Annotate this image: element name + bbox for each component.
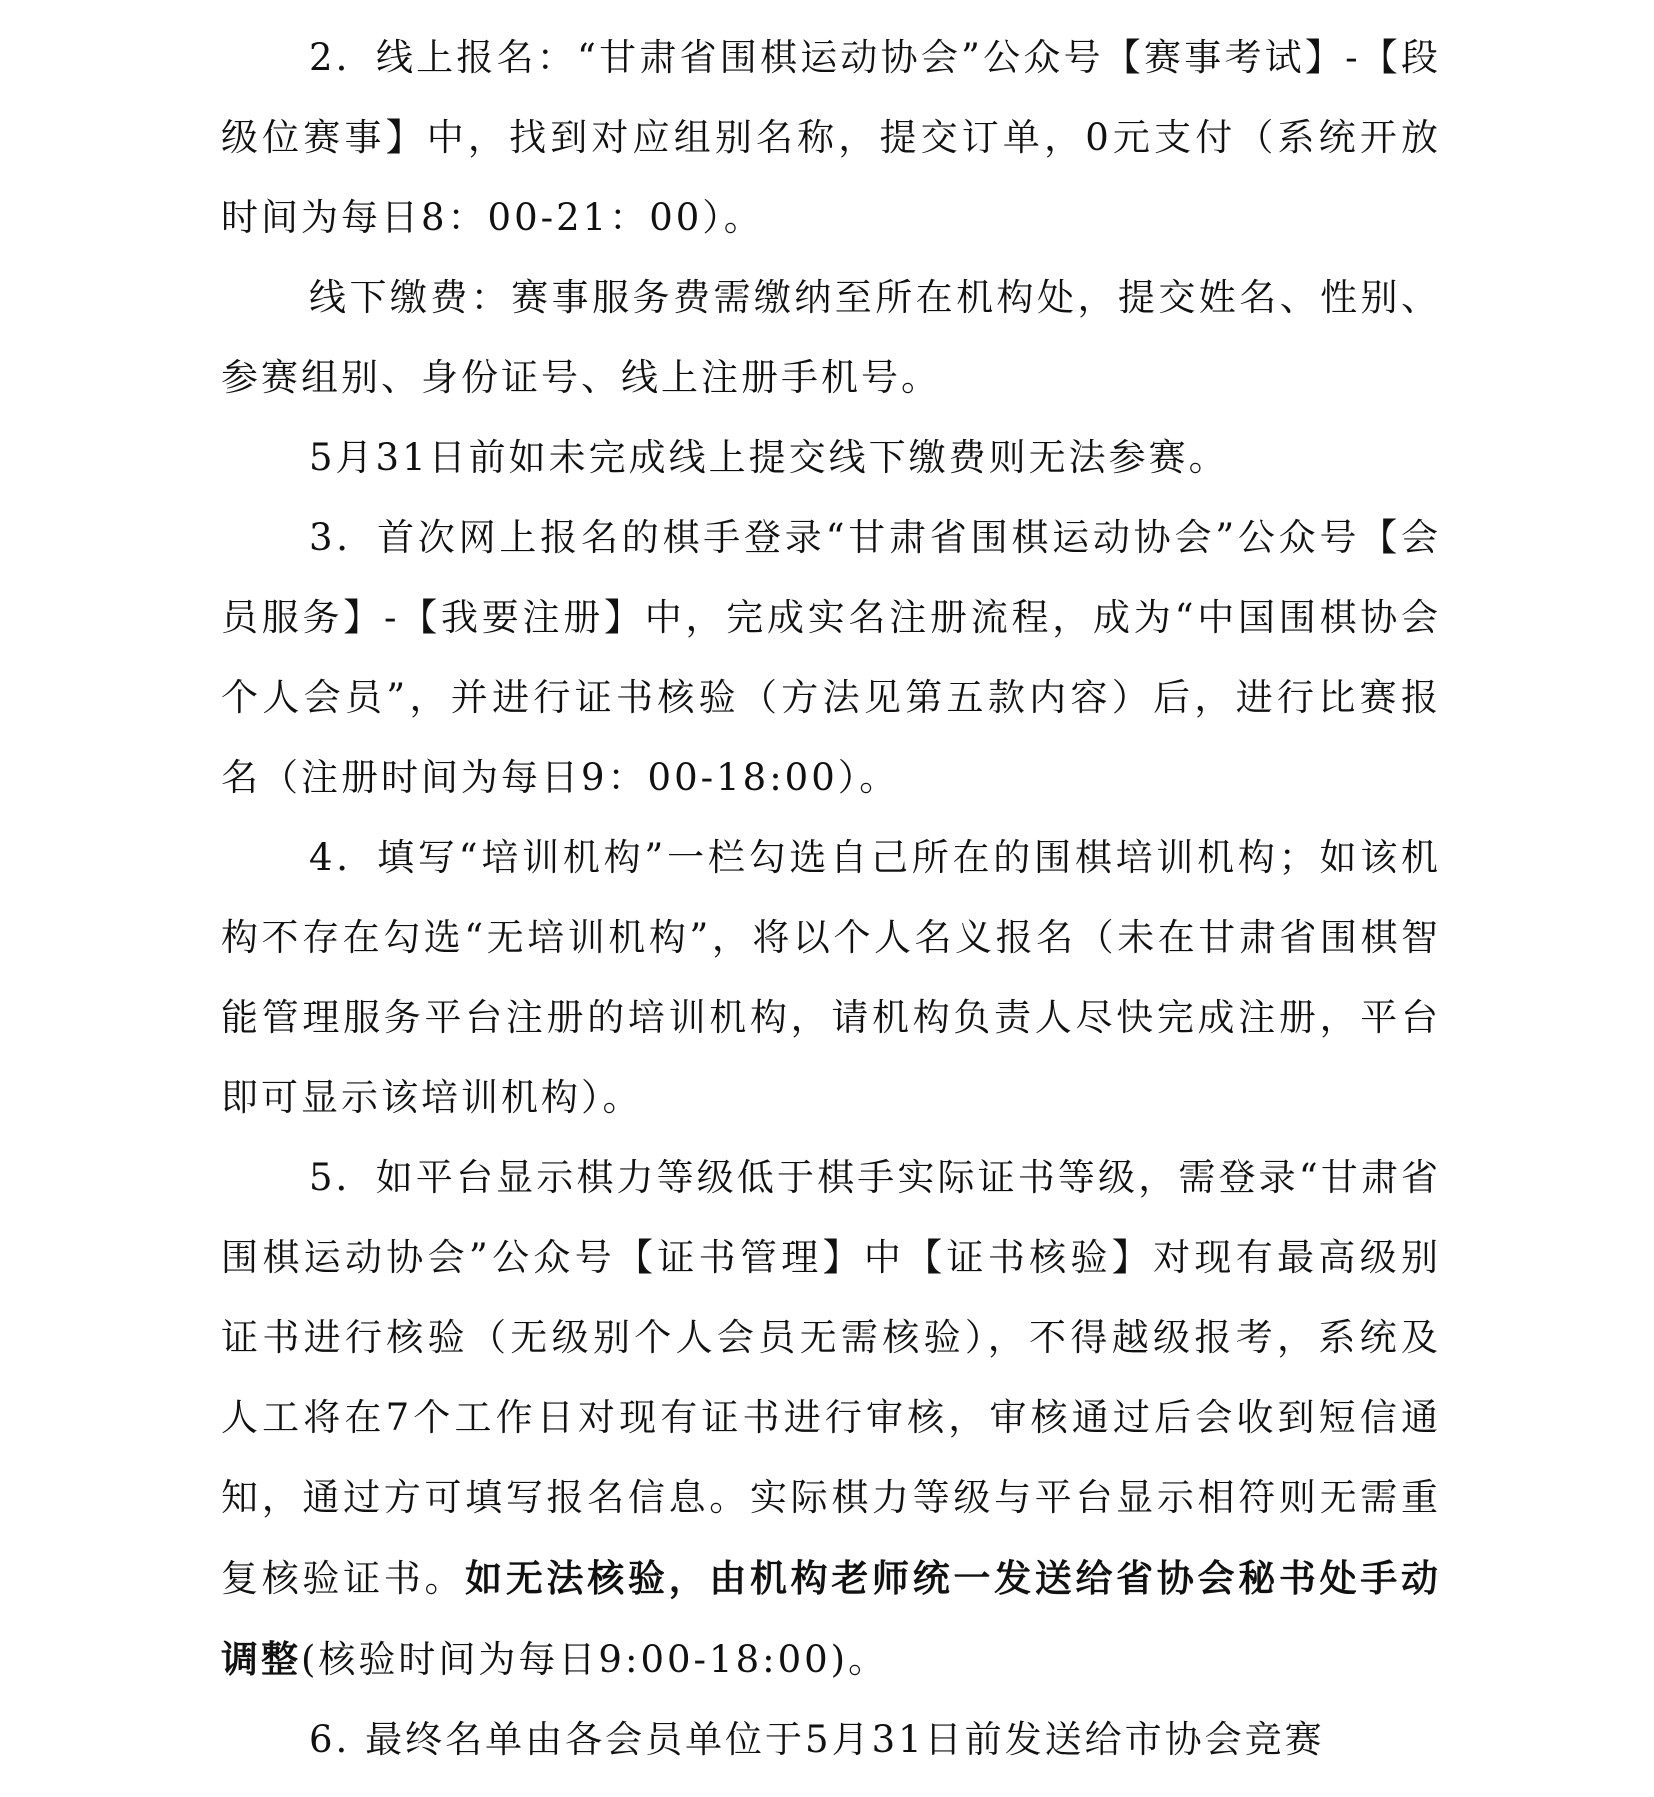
text-segment: 4．填写“培训机构”一栏勾选自己所在的围棋培训机构；如该机构不存在勾选“无培训机构”，将以个人名义报名（未在甘肃省围棋智能管理服务平台注册的培训机构，请机构负责人尽快完成注册，平台即可显示该培训机构）。 <box>221 836 1441 1119</box>
paragraph-first-registration <box>221 498 1441 818</box>
text-segment: 3．首次网上报名的棋手登录“甘肃省围棋运动协会”公众号【会员服务】-【我要注册】中，完成实名注册流程，成为“中国围棋协会个人会员”，并进行证书核验（方法见第五款内容）后，进行比赛报名（注册时间为每日9：00-18:00）。 <box>221 516 1441 799</box>
document-page <box>221 18 1441 1780</box>
paragraph-online-registration <box>221 18 1441 258</box>
text-segment: 5月31日前如未完成线上提交线下缴费则无法参赛。 <box>309 436 1229 479</box>
text-segment: 线下缴费：赛事服务费需缴纳至所在机构处，提交姓名、性别、参赛组别、身份证号、线上注册手机号。 <box>221 276 1441 399</box>
text-segment: 2．线上报名：“甘肃省围棋运动协会”公众号【赛事考试】-【段级位赛事】中，找到对应组别名称，提交订单，0元支付（系统开放时间为每日8：00-21：00）。 <box>221 36 1441 239</box>
text-segment: (核验时间为每日9:00-18:00)。 <box>301 1638 889 1681</box>
paragraph-offline-payment <box>221 258 1441 418</box>
paragraph-deadline-note <box>221 418 1441 498</box>
text-segment: 5．如平台显示棋力等级低于棋手实际证书等级，需登录“甘肃省围棋运动协会”公众号【证书管理】中【证书核验】对现有最高级别证书进行核验（无级别个人会员无需核验），不得越级报考，系统及人工将在7个工作日对现有证书进行审核，审核通过后会收到短信通知，通过方可填写报名信息。实际棋力等级与平台显示相符则无需重复核验证书。 <box>221 1156 1441 1600</box>
paragraph-certificate-verification <box>221 1138 1441 1700</box>
paragraph-final-list <box>221 1700 1441 1780</box>
paragraph-training-institution <box>221 818 1441 1138</box>
bold-emphasis-segment: 如无法核验，由机构老师统一发送给省协会秘书处手动调整 <box>221 1556 1442 1681</box>
text-segment: 6. 最终名单由各会员单位于5月31日前发送给市协会竞赛 <box>309 1718 1325 1761</box>
